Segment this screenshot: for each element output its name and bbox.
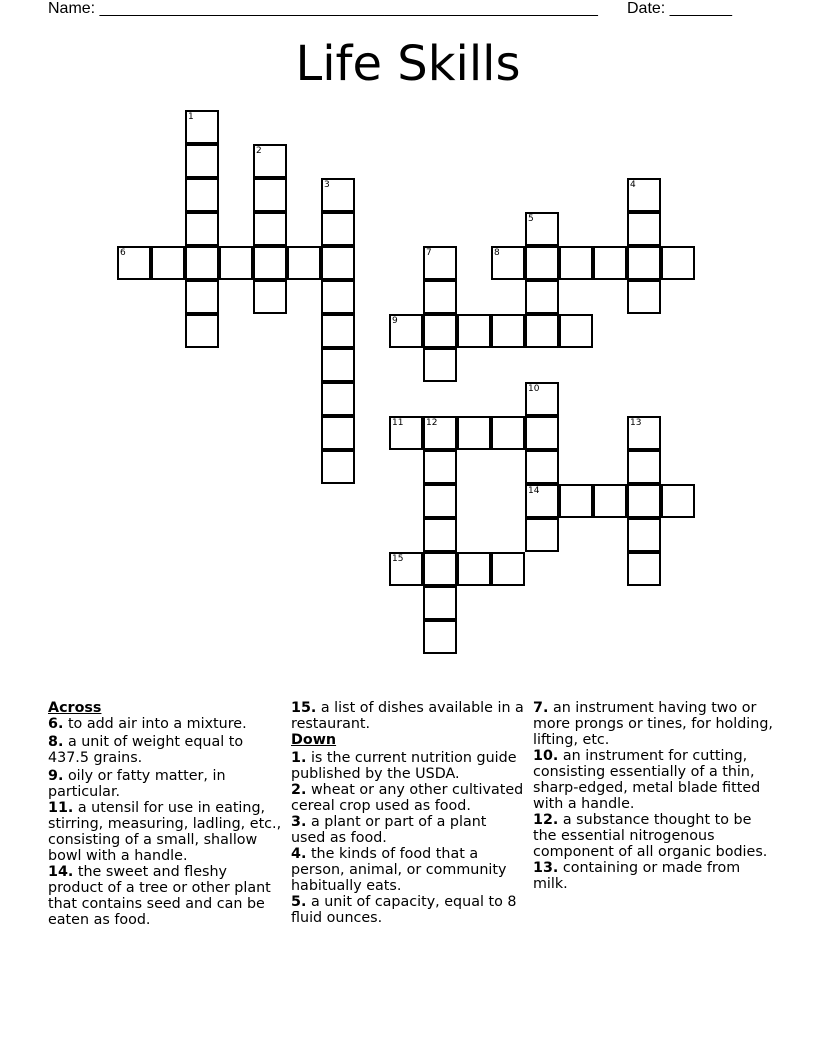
clue-number: 13. — [533, 860, 559, 876]
crossword-cell[interactable] — [525, 416, 559, 450]
crossword-cell[interactable] — [491, 246, 525, 280]
clue-down-1 — [291, 750, 525, 782]
cell-number: 11 — [392, 418, 404, 428]
crossword-cell[interactable] — [423, 280, 457, 314]
crossword-cell[interactable] — [185, 280, 219, 314]
crossword-cell[interactable] — [253, 246, 287, 280]
crossword-cell[interactable] — [185, 246, 219, 280]
crossword-cell[interactable] — [185, 144, 219, 178]
crossword-cell[interactable] — [321, 178, 355, 212]
crossword-cell[interactable] — [423, 314, 457, 348]
crossword-cell[interactable] — [491, 552, 525, 586]
cell-number: 1 — [188, 112, 194, 122]
clue-number: 15. — [291, 700, 317, 716]
crossword-cell[interactable] — [389, 314, 423, 348]
clues-column-3 — [533, 700, 773, 894]
crossword-cell[interactable] — [627, 212, 661, 246]
crossword-cell[interactable] — [185, 314, 219, 348]
clue-number: 4. — [291, 846, 307, 862]
clue-number: 8. — [48, 734, 64, 750]
crossword-cell[interactable] — [593, 484, 627, 518]
crossword-cell[interactable] — [525, 314, 559, 348]
cell-number: 6 — [120, 248, 126, 258]
date-field-label[interactable]: Date: _______ — [627, 0, 732, 17]
crossword-cell[interactable] — [525, 382, 559, 416]
page-title: Life Skills — [295, 36, 521, 92]
crossword-cell[interactable] — [593, 246, 627, 280]
across-heading: Across — [48, 700, 102, 716]
clue-across-11 — [48, 800, 282, 864]
clue-text: an instrument for cutting, consisting essentially of a thin, sharp-edged, metal blade fitted with a handle. — [533, 748, 761, 812]
crossword-cell[interactable] — [253, 178, 287, 212]
clue-number: 6. — [48, 716, 64, 732]
cell-number: 7 — [426, 248, 432, 258]
clue-number: 2. — [291, 782, 307, 798]
crossword-cell[interactable] — [627, 246, 661, 280]
clue-text: wheat or any other cultivated cereal crop used as food. — [291, 782, 524, 814]
cell-number: 2 — [256, 146, 262, 156]
cell-number: 12 — [426, 418, 438, 428]
crossword-cell[interactable] — [423, 348, 457, 382]
crossword-cell[interactable] — [525, 518, 559, 552]
clue-number: 10. — [533, 748, 559, 764]
crossword-cell[interactable] — [491, 416, 525, 450]
crossword-cell[interactable] — [423, 246, 457, 280]
cell-number: 15 — [392, 554, 404, 564]
crossword-cell[interactable] — [321, 348, 355, 382]
cell-number: 9 — [392, 316, 398, 326]
crossword-cell[interactable] — [321, 246, 355, 280]
crossword-cell[interactable] — [253, 212, 287, 246]
clue-down-4 — [291, 846, 525, 894]
crossword-cell[interactable] — [457, 314, 491, 348]
clue-across-14 — [48, 864, 282, 928]
crossword-cell[interactable] — [151, 246, 185, 280]
clue-down-2 — [291, 782, 525, 814]
clues-column-1 — [48, 700, 282, 930]
cell-number: 13 — [630, 418, 642, 428]
cell-number: 14 — [528, 486, 540, 496]
clue-number: 5. — [291, 894, 307, 910]
clue-down-5 — [291, 894, 525, 926]
clue-text: the sweet and fleshy product of a tree or other plant that contains seed and can be eaten as food. — [48, 864, 271, 928]
crossword-cell[interactable] — [185, 212, 219, 246]
clue-across-9 — [48, 768, 282, 800]
clue-text: oily or fatty matter, in particular. — [48, 768, 226, 800]
crossword-cell[interactable] — [219, 246, 253, 280]
crossword-cell[interactable] — [627, 518, 661, 552]
clue-number: 7. — [533, 700, 549, 716]
clue-text: a unit of weight equal to 437.5 grains. — [48, 734, 244, 766]
clue-text: an instrument having two or more prongs or tines, for holding, lifting, etc. — [533, 700, 773, 748]
header-line — [0, 0, 816, 20]
crossword-cell[interactable] — [525, 246, 559, 280]
clue-number: 1. — [291, 750, 307, 766]
crossword-cell[interactable] — [627, 280, 661, 314]
crossword-cell[interactable] — [321, 416, 355, 450]
crossword-cell[interactable] — [559, 314, 593, 348]
clue-number: 11. — [48, 800, 74, 816]
crossword-cell[interactable] — [627, 178, 661, 212]
crossword-cell[interactable] — [253, 280, 287, 314]
name-field-label[interactable]: Name: ________________________________________________________ — [48, 0, 598, 17]
crossword-cell[interactable] — [627, 484, 661, 518]
clue-down-7 — [533, 700, 773, 748]
crossword-cell[interactable] — [389, 416, 423, 450]
crossword-cell[interactable] — [423, 450, 457, 484]
clue-down-13 — [533, 860, 773, 892]
crossword-cell[interactable] — [661, 246, 695, 280]
crossword-cell[interactable] — [525, 280, 559, 314]
clue-across-15 — [291, 700, 525, 732]
cell-number: 8 — [494, 248, 500, 258]
clues-column-2 — [291, 700, 525, 928]
crossword-cell[interactable] — [457, 416, 491, 450]
clue-down-3 — [291, 814, 525, 846]
crossword-cell[interactable] — [627, 416, 661, 450]
clue-number: 14. — [48, 864, 74, 880]
clue-text: a plant or part of a plant used as food. — [291, 814, 487, 846]
clue-across-8 — [48, 734, 282, 766]
down-heading: Down — [291, 732, 337, 748]
clue-text: a list of dishes available in a restaurant. — [291, 700, 524, 732]
clue-text: containing or made from milk. — [533, 860, 741, 892]
crossword-cell[interactable] — [423, 518, 457, 552]
crossword-cell[interactable] — [185, 178, 219, 212]
crossword-cell[interactable] — [253, 144, 287, 178]
crossword-cell[interactable] — [525, 212, 559, 246]
crossword-cell[interactable] — [627, 450, 661, 484]
crossword-cell[interactable] — [321, 450, 355, 484]
crossword-cell[interactable] — [559, 484, 593, 518]
clue-text: to add air into a mixture. — [67, 716, 247, 732]
crossword-cell[interactable] — [321, 212, 355, 246]
cell-number: 10 — [528, 384, 540, 394]
crossword-cell[interactable] — [559, 246, 593, 280]
clue-across-6 — [48, 716, 282, 732]
crossword-cell[interactable] — [423, 484, 457, 518]
crossword-cell[interactable] — [525, 450, 559, 484]
crossword-cell[interactable] — [423, 620, 457, 654]
cell-number: 3 — [324, 180, 330, 190]
crossword-cell[interactable] — [423, 586, 457, 620]
crossword-cell[interactable] — [423, 416, 457, 450]
cell-number: 5 — [528, 214, 534, 224]
crossword-cell[interactable] — [627, 552, 661, 586]
crossword-cell[interactable] — [661, 484, 695, 518]
crossword-cell[interactable] — [117, 246, 151, 280]
clue-down-10 — [533, 748, 773, 812]
crossword-cell[interactable] — [457, 552, 491, 586]
clue-number: 9. — [48, 768, 64, 784]
clue-text: the kinds of food that a person, animal, or community habitually eats. — [291, 846, 507, 894]
clue-down-12 — [533, 812, 773, 860]
crossword-cell[interactable] — [423, 552, 457, 586]
clue-number: 12. — [533, 812, 559, 828]
cell-number: 4 — [630, 180, 636, 190]
crossword-cell[interactable] — [525, 484, 559, 518]
crossword-cell[interactable] — [491, 314, 525, 348]
clue-text: a unit of capacity, equal to 8 fluid ounces. — [291, 894, 517, 926]
clue-text: is the current nutrition guide published by the USDA. — [291, 750, 517, 782]
clue-text: a utensil for use in eating, stirring, measuring, ladling, etc., consisting of a small, shallow bowl with a handle. — [48, 800, 282, 864]
crossword-cell[interactable] — [321, 314, 355, 348]
crossword-cell[interactable] — [389, 552, 423, 586]
crossword-cell[interactable] — [185, 110, 219, 144]
clue-number: 3. — [291, 814, 307, 830]
crossword-cell[interactable] — [287, 246, 321, 280]
clue-text: a substance thought to be the essential nitrogenous component of all organic bodies. — [533, 812, 768, 860]
crossword-cell[interactable] — [321, 382, 355, 416]
crossword-cell[interactable] — [321, 280, 355, 314]
